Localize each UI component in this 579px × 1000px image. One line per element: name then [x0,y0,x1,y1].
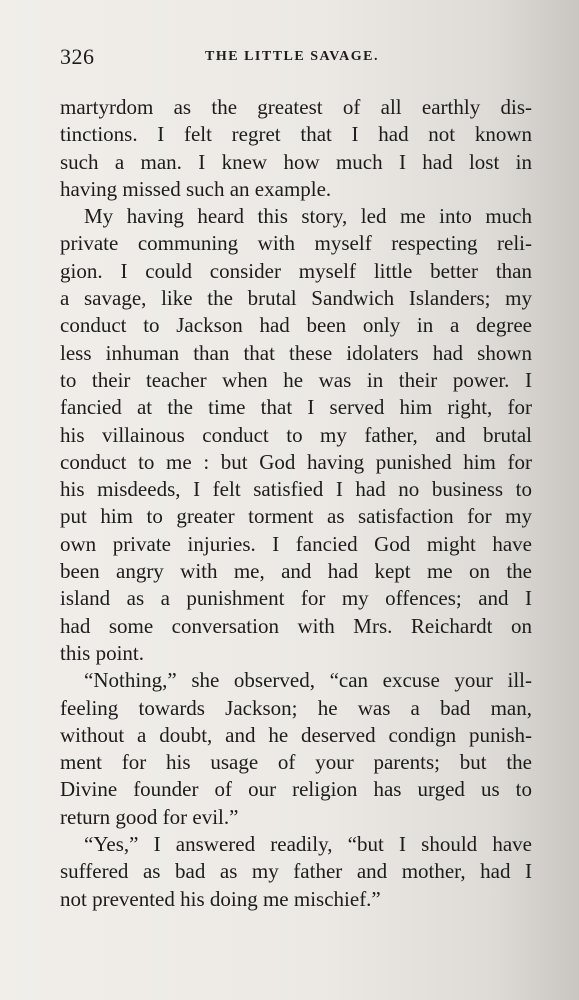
text-line: less inhuman than that these idolaters had shown [60,340,532,365]
text-line: suffered as bad as my father and mother, had I [60,859,532,884]
paragraph [60,667,532,831]
text-line: not prevented his doing me mischief.” [60,886,381,911]
text-line: had some conversation with Mrs. Reichardt on [60,613,532,638]
text-line: ment for his usage of your parents; but the [60,750,532,775]
paragraph [60,831,532,913]
text-line: feeling towards Jackson; he was a bad man, [60,695,532,720]
text-line: private communing with myself respecting reli- [60,231,532,256]
text-line: his misdeeds, I felt satisfied I had no business to [60,477,532,502]
page-number: 326 [60,44,95,69]
text-line: his villainous conduct to my father, and brutal [60,422,532,447]
text-line: such a man. I knew how much I had lost in [60,149,532,174]
text-line: gion. I could consider myself little better than [60,258,532,283]
body-text [60,94,532,913]
text-line: island as a punishment for my offences; and I [60,586,532,611]
text-line: having missed such an example. [60,176,332,201]
paragraph [60,203,532,667]
page-header [60,44,533,74]
text-line: conduct to me : but God having punished him for [60,449,532,474]
running-title: THE LITTLE SAVAGE. [205,49,379,64]
text-line: tinctions. I felt regret that I had not known [60,122,532,147]
text-line: own private injuries. I fancied God might have [60,531,532,556]
text-line: conduct to Jackson had been only in a degree [60,313,532,338]
text-line: without a doubt, and he deserved condign punish- [60,722,532,747]
text-line: return good for evil.” [60,804,239,829]
text-line: this point. [60,640,145,665]
text-line: “Yes,” I answered readily, “but I should have [84,832,532,857]
text-line: My having heard this story, led me into much [84,204,532,229]
text-line: martyrdom as the greatest of all earthly dis- [60,95,532,119]
text-line: a savage, like the brutal Sandwich Islanders; my [60,286,532,311]
text-line: Divine founder of our religion has urged us to [60,777,532,802]
paragraph [60,94,532,203]
text-line: “Nothing,” she observed, “can excuse your ill- [84,668,532,693]
text-line: put him to greater torment as satisfaction for my [60,504,532,529]
text-line: to their teacher when he was in their power. I [60,367,532,392]
text-line: been angry with me, and had kept me on the [60,559,532,584]
text-line: fancied at the time that I served him right, for [60,395,532,420]
